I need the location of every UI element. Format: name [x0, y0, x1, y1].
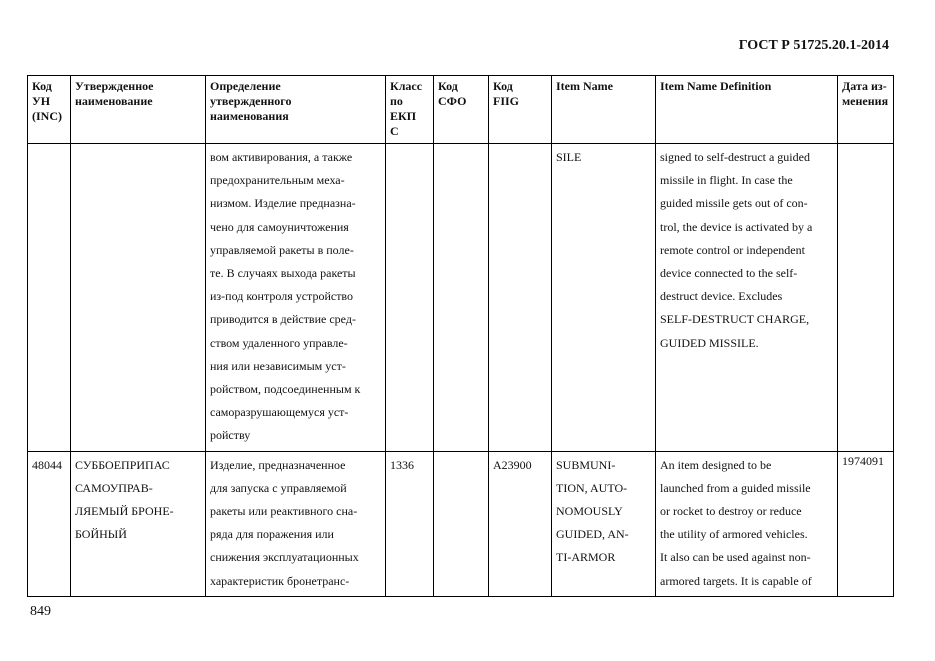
cell-line: характеристик бронетранс- — [210, 573, 350, 588]
header-line: СФО — [438, 94, 467, 108]
cell-definition — [206, 451, 386, 596]
cell-line: СУББОЕПРИПАС — [75, 457, 170, 472]
cell-item-definition — [656, 144, 838, 452]
table-header-row — [28, 76, 894, 144]
cell-line: NOMOUSLY — [556, 504, 623, 519]
cell-item-name — [552, 144, 656, 452]
cell-line: приводится в действие сред- — [210, 312, 356, 327]
header-line: FIIG — [493, 94, 520, 108]
cell-line: ройству — [210, 428, 251, 443]
cell-line: ЛЯЕМЫЙ БРОНЕ- — [75, 504, 174, 519]
cell-line: destruct device. Excludes — [660, 289, 783, 304]
cell-line: guided missile gets out of con- — [660, 196, 808, 211]
cell-line: предохранительным меха- — [210, 173, 345, 188]
cell-change-date — [838, 144, 894, 452]
cell-line: низмом. Изделие предназна- — [210, 196, 356, 211]
header-sfo-code — [434, 76, 489, 144]
cell-definition — [206, 144, 386, 452]
cell-item-name — [552, 451, 656, 596]
header-line: по — [390, 94, 403, 108]
cell-line: An item designed to be — [660, 457, 772, 472]
cell-change-date: 1974091 — [838, 451, 894, 596]
cell-fiig-code — [489, 144, 552, 452]
header-item-definition — [656, 76, 838, 144]
header-line: ЕКП — [390, 109, 417, 123]
cell-line: the utility of armored vehicles. — [660, 527, 808, 542]
cell-line: SUBMUNI- — [556, 457, 616, 472]
header-line: менения — [842, 94, 889, 108]
cell-line: GUIDED, AN- — [556, 527, 629, 542]
cell-inc: 48044 — [28, 451, 71, 596]
cell-ekps-class — [386, 144, 434, 452]
header-line: Код — [438, 79, 458, 93]
header-approved-name — [71, 76, 206, 144]
header-line: наименования — [210, 109, 289, 123]
cell-line: ракеты или реактивного сна- — [210, 504, 358, 519]
cell-line: SELF-DESTRUCT CHARGE, — [660, 312, 810, 327]
header-change-date — [838, 76, 894, 144]
cell-line: ством удаленного управле- — [210, 335, 348, 350]
header-definition — [206, 76, 386, 144]
cell-sfo-code — [434, 144, 489, 452]
cell-inc — [28, 144, 71, 452]
cell-line: missile in flight. In case the — [660, 173, 793, 188]
cell-approved-name — [71, 144, 206, 452]
cell-line: САМОУПРАВ- — [75, 480, 153, 495]
document-standard-number: ГОСТ Р 51725.20.1-2014 — [738, 38, 889, 53]
header-line: наименование — [75, 94, 153, 108]
header-line: Дата из- — [842, 79, 887, 93]
cell-line: remote control or independent — [660, 242, 805, 257]
cell-fiig-code: A23900 — [489, 451, 552, 596]
cell-line: armored targets. It is capable of — [660, 573, 812, 588]
header-line: (INC) — [32, 109, 62, 123]
header-line: УН — [32, 94, 51, 108]
cell-line: device connected to the self- — [660, 266, 798, 281]
cell-line: те. В случаях выхода ракеты — [210, 266, 356, 281]
cell-line: снижения эксплуатационных — [210, 550, 359, 565]
cell-sfo-code — [434, 451, 489, 596]
header-item-name — [552, 76, 656, 144]
table-row — [28, 144, 894, 452]
header-line: С — [390, 124, 399, 138]
cell-line: ния или независимым уст- — [210, 358, 346, 373]
header-ekps-class — [386, 76, 434, 144]
definitions-table — [27, 75, 894, 597]
header-line: Item Name Definition — [660, 79, 772, 93]
header-fiig-code — [489, 76, 552, 144]
cell-line: TI-ARMOR — [556, 550, 616, 565]
cell-line: launched from a guided missile — [660, 480, 811, 495]
cell-line: or rocket to destroy or reduce — [660, 504, 802, 519]
cell-line: It also can be used against non- — [660, 550, 811, 565]
cell-ekps-class: 1336 — [386, 451, 434, 596]
cell-line: signed to self-destruct a guided — [660, 150, 810, 164]
cell-approved-name — [71, 451, 206, 596]
header-line: Утвержденное — [75, 79, 154, 93]
cell-line: из-под контроля устройство — [210, 289, 354, 304]
cell-line: саморазрушающемуся уст- — [210, 405, 349, 420]
cell-line: управляемой ракеты в поле- — [210, 242, 354, 257]
cell-line: GUIDED MISSILE. — [660, 335, 759, 350]
header-line: Код — [32, 79, 52, 93]
cell-line: trol, the device is activated by a — [660, 219, 813, 234]
cell-line: SILE — [556, 150, 582, 164]
header-line: Код — [493, 79, 513, 93]
cell-line: вом активирования, а также — [210, 150, 353, 164]
cell-item-definition — [656, 451, 838, 596]
header-line: Класс — [390, 79, 423, 93]
cell-line: для запуска с управляемой — [210, 480, 347, 495]
cell-line: БОЙНЫЙ — [75, 527, 127, 542]
page-number: 849 — [30, 604, 51, 619]
cell-line: ройством, подсоединенным к — [210, 382, 361, 397]
header-line: Определение — [210, 79, 281, 93]
cell-line: Изделие, предназначенное — [210, 457, 346, 472]
cell-line: TION, AUTO- — [556, 480, 628, 495]
table-row — [28, 451, 894, 596]
cell-line: чено для самоуничтожения — [210, 219, 349, 234]
header-line: Item Name — [556, 79, 613, 93]
cell-line: ряда для поражения или — [210, 527, 334, 542]
header-inc — [28, 76, 71, 144]
header-line: утвержденного — [210, 94, 292, 108]
